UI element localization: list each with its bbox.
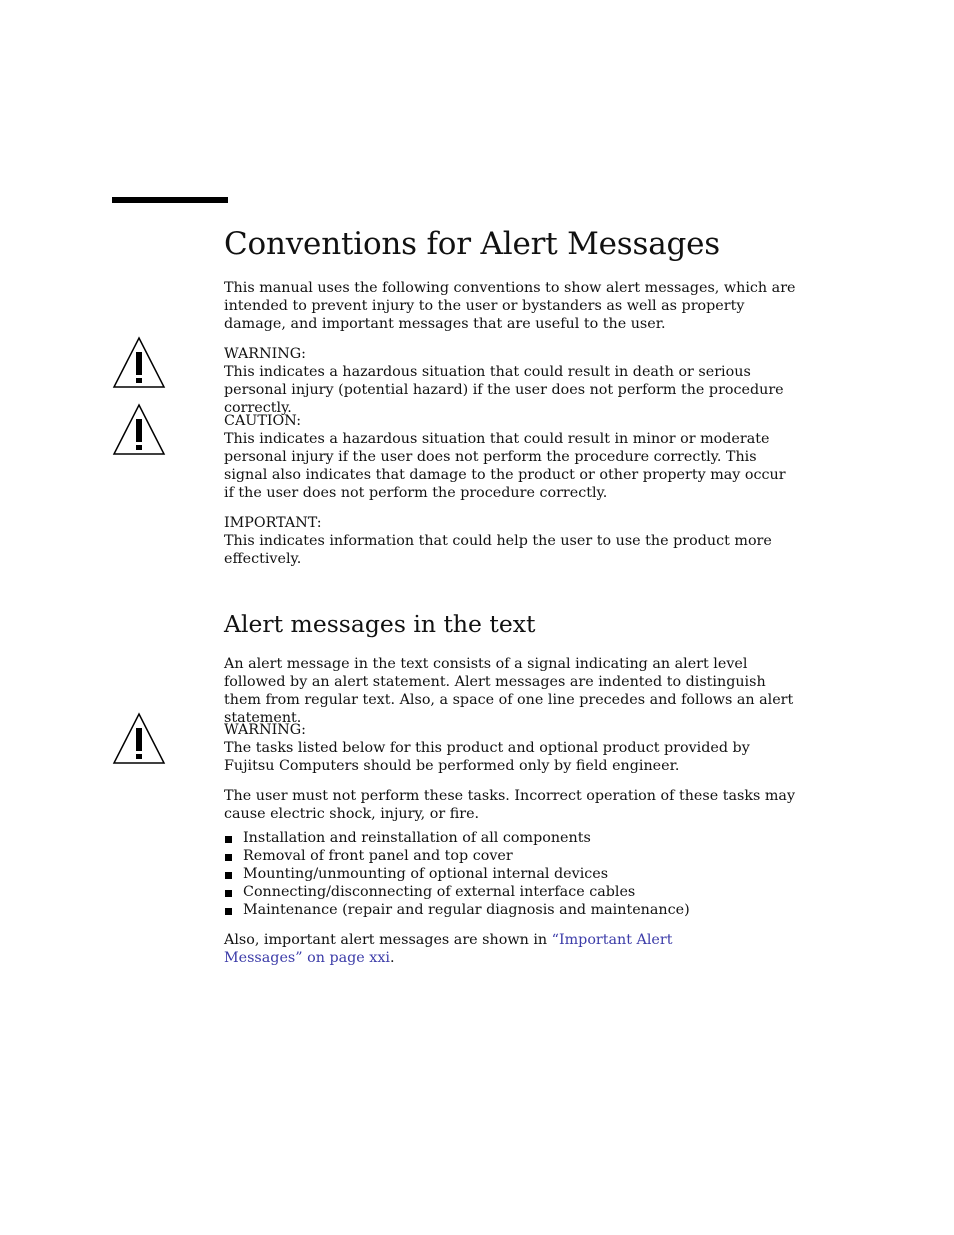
section-intro-paragraph: An alert message in the text consists of a signal indicating an alert level followed by an alert statement. Alert messages are indented to distinguish them from regular text. Also, a space of one line precedes and follows an alert statement.	[224, 656, 794, 726]
page-title: Conventions for Alert Messages	[224, 226, 721, 262]
caution-alert	[224, 412, 798, 502]
list-item: Maintenance (repair and regular diagnosis and maintenance)	[224, 901, 798, 919]
section-warning-alert	[224, 721, 798, 775]
list-item: Installation and reinstallation of all components	[224, 829, 798, 847]
closing-text: Also, important alert messages are shown in	[224, 932, 552, 948]
closing-suffix: .	[390, 950, 395, 966]
list-item: Removal of front panel and top cover	[224, 847, 798, 865]
alert-text: The tasks listed below for this product and optional product provided by Fujitsu Computers should be performed only by field engineer.	[224, 740, 750, 774]
alert-label: WARNING:	[224, 346, 306, 362]
followup-paragraph: The user must not perform these tasks. Incorrect operation of these tasks may cause electric shock, injury, or fire.	[224, 788, 796, 822]
closing-paragraph	[224, 931, 754, 967]
task-list	[224, 829, 798, 919]
alert-label: CAUTION:	[224, 413, 302, 429]
warning-triangle-icon	[112, 336, 166, 388]
alert-label: IMPORTANT:	[224, 515, 322, 531]
warning-alert	[224, 345, 798, 417]
alert-text: This indicates information that could help the user to use the product more effectively.	[224, 533, 772, 567]
section-heading: Alert messages in the text	[224, 610, 536, 638]
chapter-rule	[112, 197, 228, 203]
intro-paragraph: This manual uses the following conventions to show alert messages, which are intended to prevent injury to the user or bystanders as well as property damage, and important messages that are useful to the user.	[224, 280, 796, 332]
important-alert	[224, 514, 798, 568]
warning-triangle-icon	[112, 712, 166, 764]
alert-text: This indicates a hazardous situation that could result in minor or moderate personal injury if the user does not perform the procedure correctly. This signal also indicates that damage to the product or other property may occur if the user does not perform the procedure correctly.	[224, 431, 786, 501]
alert-label: WARNING:	[224, 722, 306, 738]
alert-text: This indicates a hazardous situation that could result in death or serious personal injury (potential hazard) if the user does not perform the procedure correctly.	[224, 364, 784, 416]
list-item: Mounting/unmounting of optional internal devices	[224, 865, 798, 883]
list-item: Connecting/disconnecting of external interface cables	[224, 883, 798, 901]
important-alert-messages-link[interactable]: “Important Alert Messages” on page xxi	[224, 932, 673, 966]
warning-triangle-icon	[112, 403, 166, 455]
